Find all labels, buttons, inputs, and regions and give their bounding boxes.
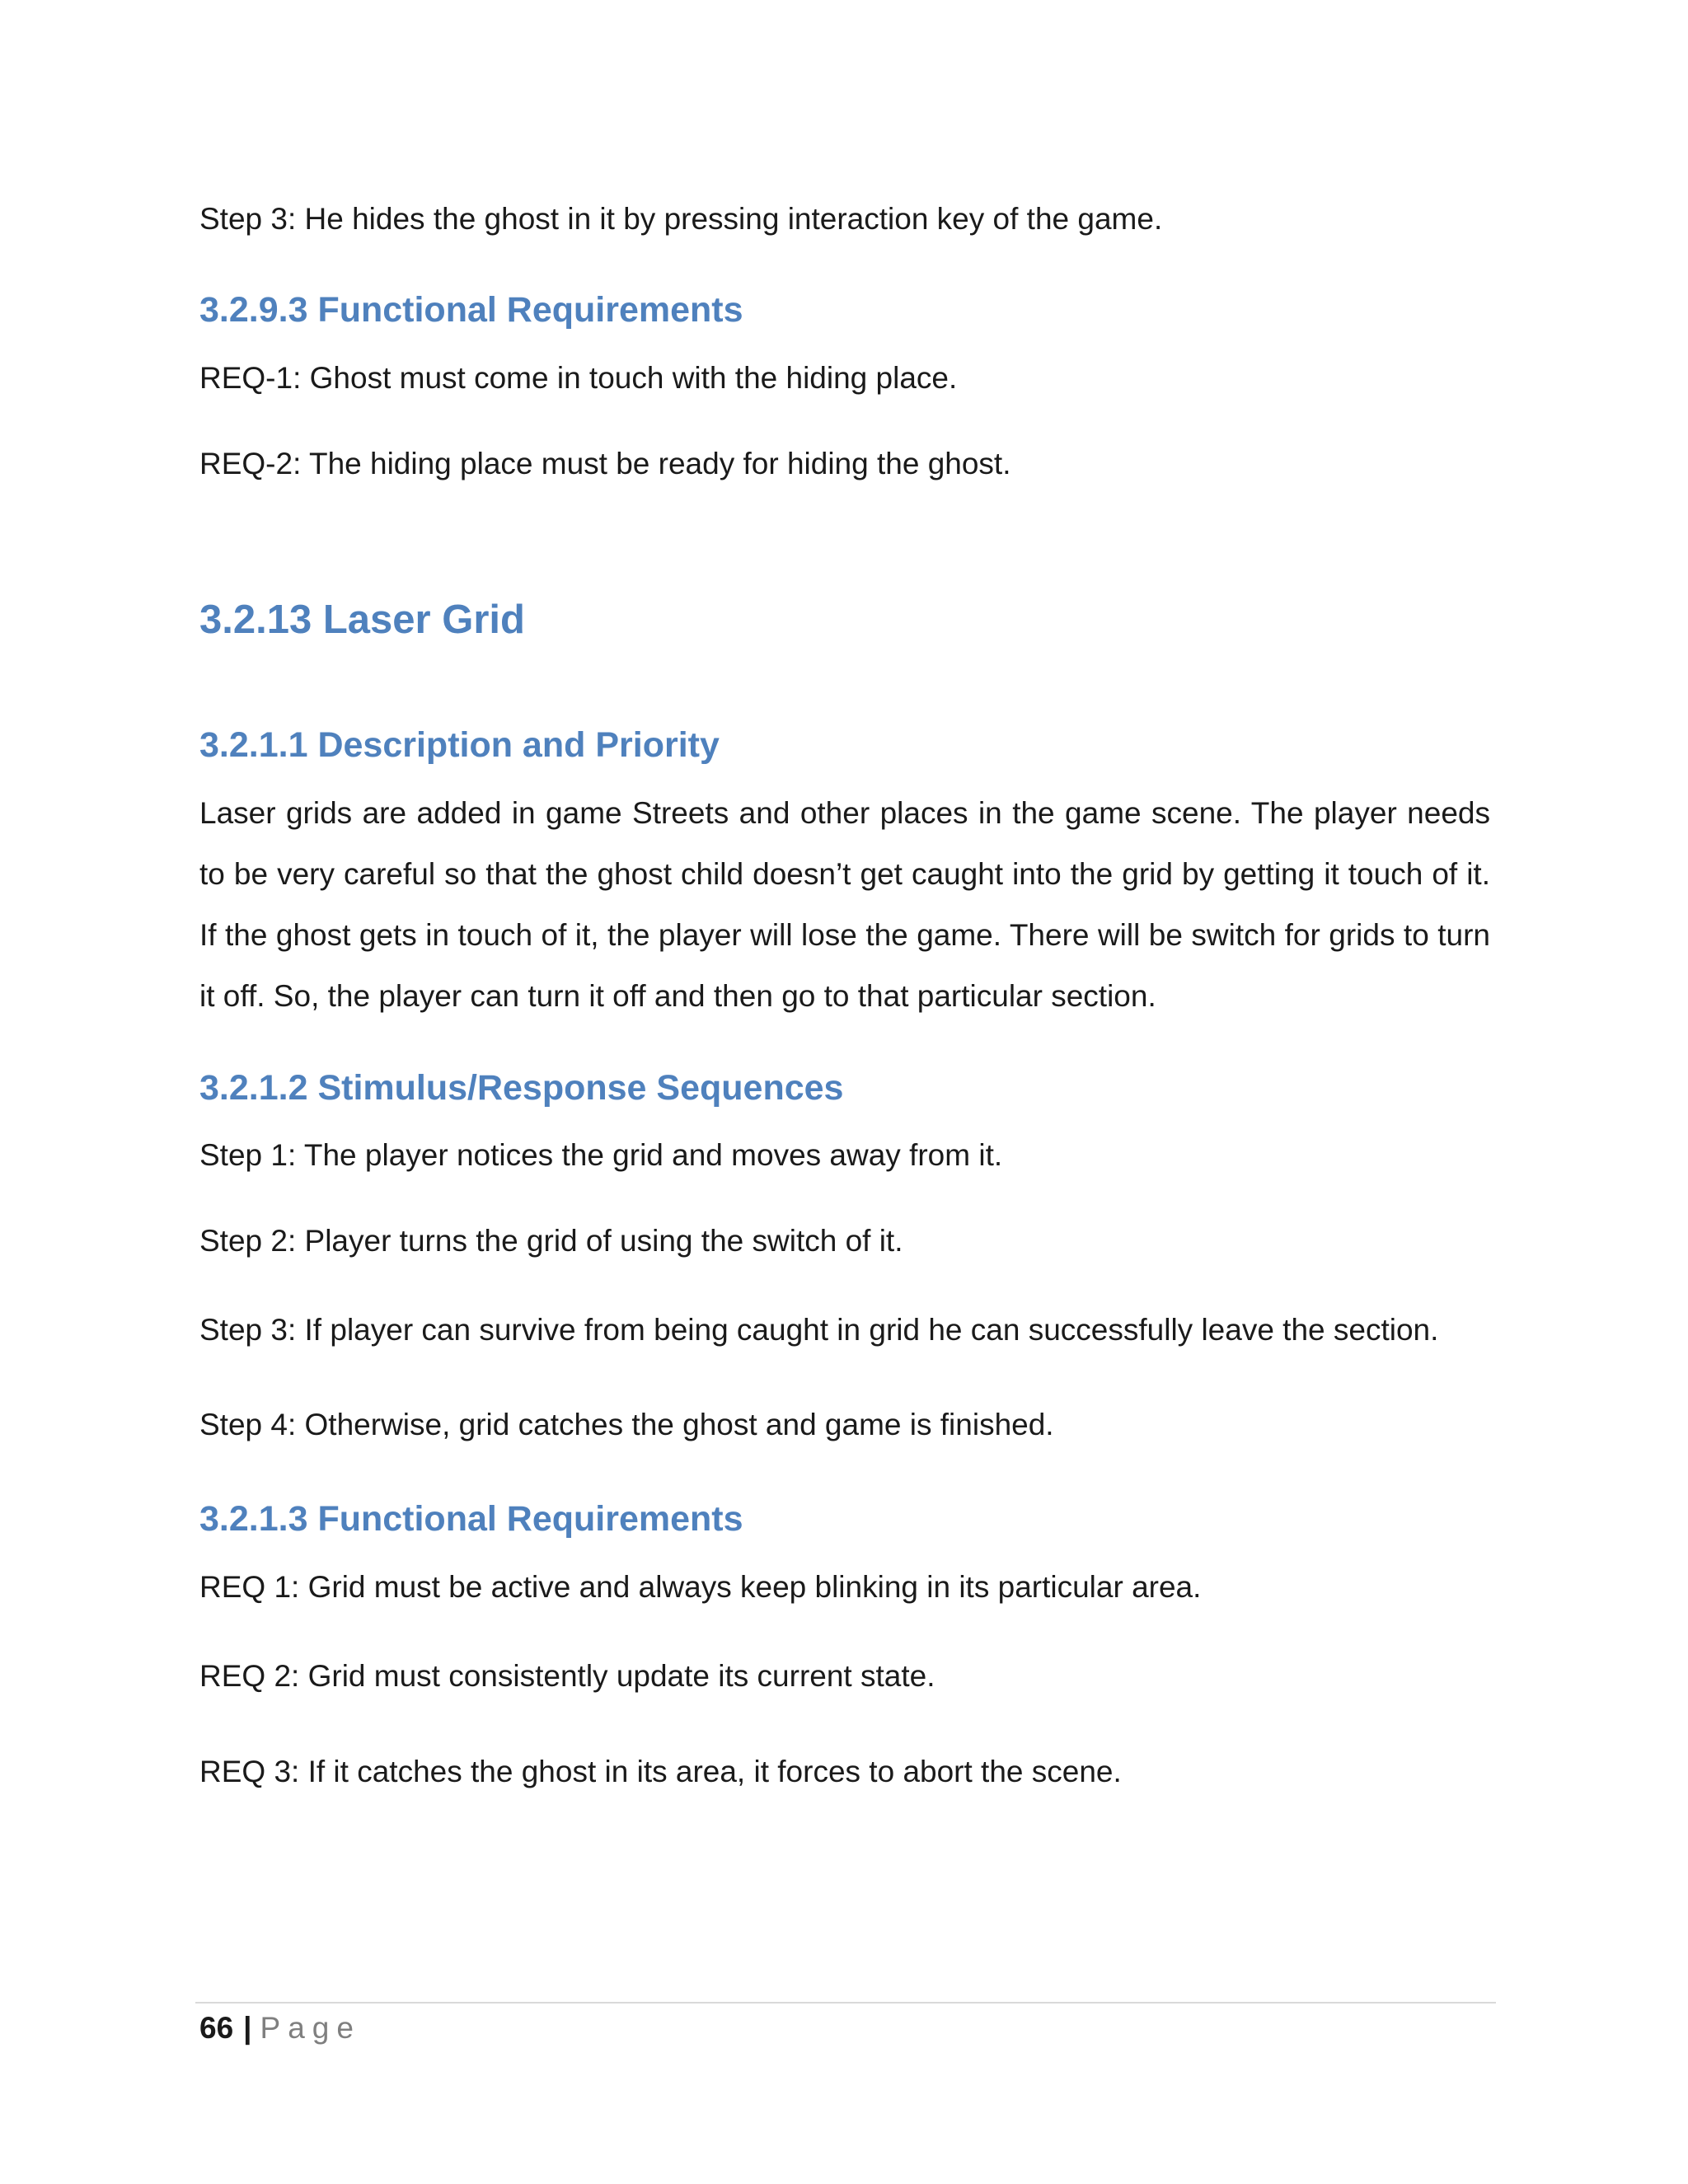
- heading-functional-requirements-prev: 3.2.9.3 Functional Requirements: [199, 290, 743, 330]
- footer-separator: |: [243, 2011, 252, 2045]
- heading-functional-requirements: 3.2.1.3 Functional Requirements: [199, 1499, 743, 1539]
- functional-req-3: REQ 3: If it catches the ghost in its area, it forces to abort the scene.: [199, 1755, 1122, 1788]
- functional-req-2: REQ 2: Grid must consistently update its current state.: [199, 1659, 935, 1693]
- heading-description-priority: 3.2.1.1 Description and Priority: [199, 725, 720, 765]
- heading-stimulus-response: 3.2.1.2 Stimulus/Response Sequences: [199, 1068, 844, 1108]
- stimulus-step-3: Step 3: If player can survive from being caught in grid he can successfully leave the section.: [199, 1313, 1439, 1347]
- page-footer: [199, 2008, 361, 2049]
- footer-divider: [195, 2002, 1496, 2004]
- stimulus-step-2: Step 2: Player turns the grid of using the switch of it.: [199, 1224, 903, 1258]
- stimulus-step-1: Step 1: The player notices the grid and moves away from it.: [199, 1138, 1003, 1172]
- functional-req-1: REQ 1: Grid must be active and always keep blinking in its particular area.: [199, 1570, 1202, 1604]
- page-label: Page: [260, 2011, 361, 2045]
- description-paragraph: Laser grids are added in game Streets and other places in the game scene. The player needs to be very careful so that the ghost child doesn’t get caught into the grid by getting it touch of it. If the ghost gets in touch of it, the player will lose the game. There will be switch for grids to turn it off. So, the player can turn it off and then go to that particular section.: [199, 796, 1490, 1013]
- section-title-laser-grid: 3.2.13 Laser Grid: [199, 598, 525, 642]
- stimulus-step-4: Step 4: Otherwise, grid catches the ghost and game is finished.: [199, 1408, 1054, 1441]
- prev-req-2: REQ-2: The hiding place must be ready for hiding the ghost.: [199, 447, 1011, 480]
- page-number: 66: [199, 2011, 234, 2045]
- prev-step-3: Step 3: He hides the ghost in it by pressing interaction key of the game.: [199, 202, 1163, 236]
- prev-req-1: REQ-1: Ghost must come in touch with the hiding place.: [199, 361, 958, 395]
